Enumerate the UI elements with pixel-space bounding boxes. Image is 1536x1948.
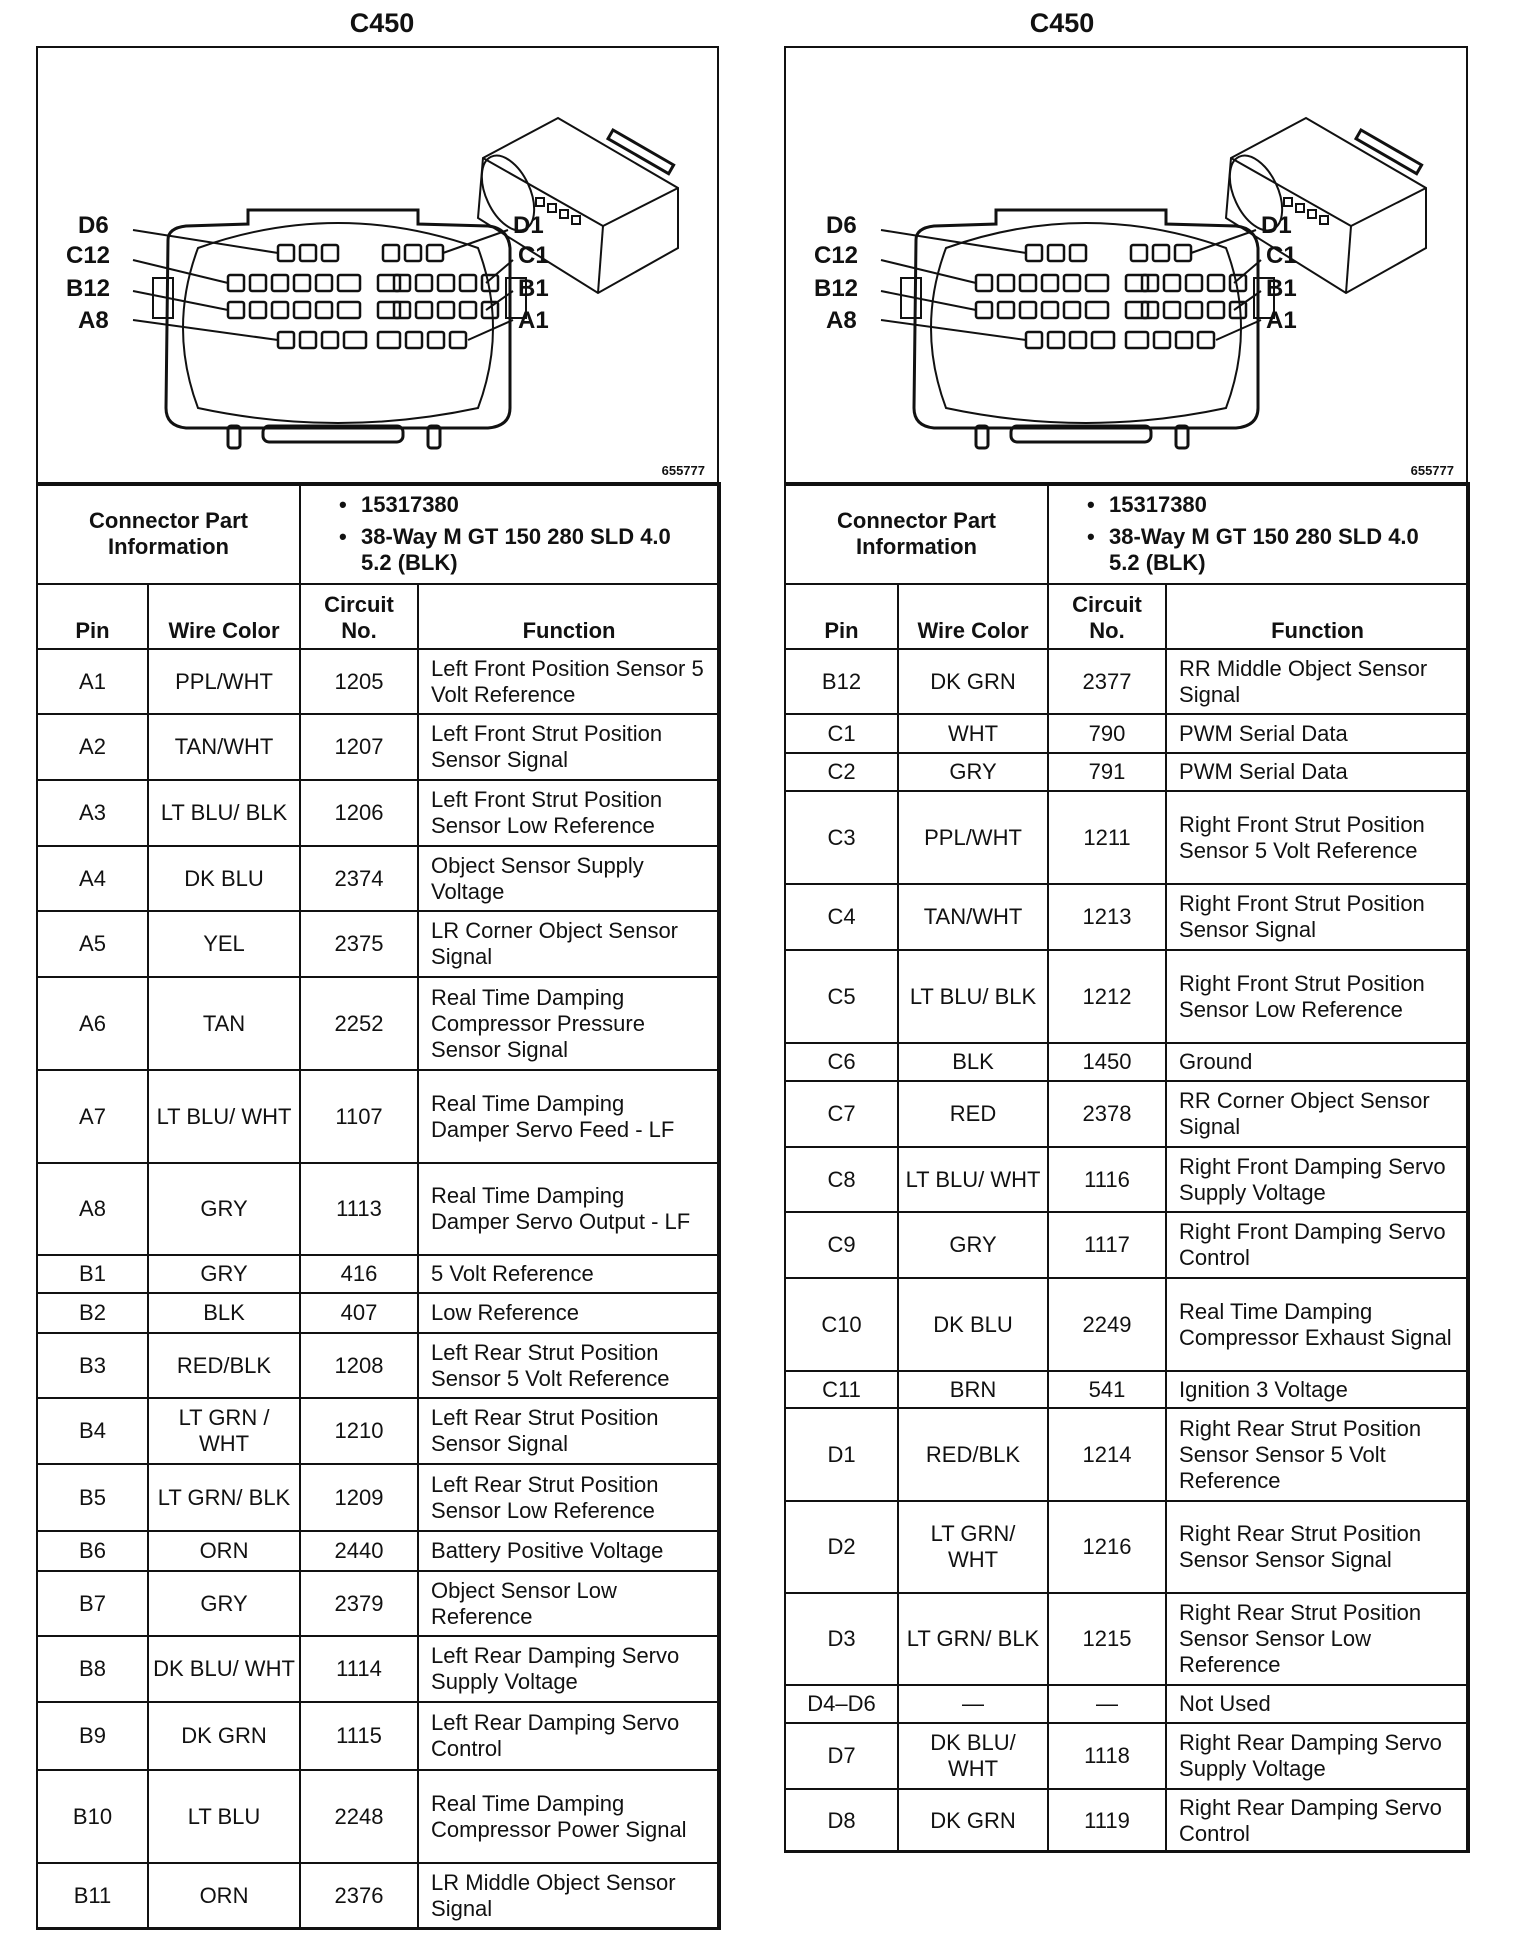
wire-color-cell: TAN/WHT (898, 884, 1048, 950)
header-circuit-no: Circuit No. (300, 584, 418, 649)
header-function: Function (418, 584, 720, 649)
pinout-table (784, 482, 1470, 1853)
table-row (785, 791, 1469, 884)
table-row (785, 1723, 1469, 1789)
table-row (785, 753, 1469, 791)
part-info-item: • 15317380 (339, 492, 705, 518)
function-cell: Right Front Strut Position Sensor Signal (1166, 884, 1469, 950)
wire-color-cell: TAN (148, 977, 300, 1070)
wire-color-cell: GRY (148, 1255, 300, 1293)
circuit-cell: 1211 (1048, 791, 1166, 884)
pin-label-a-right: A1 (1266, 307, 1297, 334)
connector-face (901, 210, 1274, 448)
circuit-cell: 1213 (1048, 884, 1166, 950)
part-info-values (300, 483, 720, 584)
table-row (785, 884, 1469, 950)
wire-color-cell: DK GRN (148, 1702, 300, 1770)
part-info-item: • 38-Way M GT 150 280 SLD 4.0 5.2 (BLK) (1087, 524, 1454, 576)
table-row (785, 1043, 1469, 1081)
pin-cell: D8 (785, 1789, 898, 1852)
pin-cell: C1 (785, 714, 898, 753)
circuit-cell: 1118 (1048, 1723, 1166, 1789)
wire-color-cell: GRY (148, 1163, 300, 1255)
pin-cell: A4 (37, 846, 148, 911)
wire-color-cell: RED (898, 1081, 1048, 1147)
wire-color-cell: LT GRN/ BLK (148, 1464, 300, 1531)
table-row (37, 780, 720, 846)
pin-cell: B7 (37, 1571, 148, 1636)
function-cell: Right Rear Damping Servo Control (1166, 1789, 1469, 1852)
connector-panel-left (36, 46, 719, 1929)
table-row (37, 714, 720, 780)
function-cell: 5 Volt Reference (418, 1255, 720, 1293)
wire-color-cell: LT BLU/ WHT (148, 1070, 300, 1163)
circuit-cell: 1113 (300, 1163, 418, 1255)
pinout-table (36, 482, 721, 1930)
table-row (785, 649, 1469, 714)
table-row (785, 1685, 1469, 1723)
pin-cell: B6 (37, 1531, 148, 1571)
function-cell: Real Time Damping Damper Servo Output - LF (418, 1163, 720, 1255)
circuit-cell: 1114 (300, 1636, 418, 1702)
function-cell: Right Rear Strut Position Sensor Sensor Signal (1166, 1501, 1469, 1593)
table-row (785, 714, 1469, 753)
wire-color-cell: RED/BLK (898, 1408, 1048, 1501)
pin-cell: A5 (37, 911, 148, 977)
circuit-cell: 1215 (1048, 1593, 1166, 1685)
wire-color-cell: GRY (148, 1571, 300, 1636)
pin-cell: C7 (785, 1081, 898, 1147)
pin-label-b-left: B12 (814, 275, 859, 302)
header-function: Function (1166, 584, 1469, 649)
table-row (785, 1081, 1469, 1147)
table-row (37, 1531, 720, 1571)
circuit-cell: 2378 (1048, 1081, 1166, 1147)
function-cell: Low Reference (418, 1293, 720, 1333)
connector-3d-icon (471, 118, 678, 293)
pin-label-a-right: A1 (518, 307, 549, 334)
function-cell: LR Corner Object Sensor Signal (418, 911, 720, 977)
connector-3d-icon (1219, 118, 1426, 293)
function-cell: Real Time Damping Damper Servo Feed - LF (418, 1070, 720, 1163)
pin-cell: A6 (37, 977, 148, 1070)
pin-cell: D3 (785, 1593, 898, 1685)
circuit-cell: 1207 (300, 714, 418, 780)
table-row (37, 1293, 720, 1333)
table-row (785, 1408, 1469, 1501)
table-row (37, 1464, 720, 1531)
function-cell: Left Front Strut Position Sensor Signal (418, 714, 720, 780)
function-cell: PWM Serial Data (1166, 714, 1469, 753)
pin-cell: B8 (37, 1636, 148, 1702)
function-cell: Ignition 3 Voltage (1166, 1371, 1469, 1408)
circuit-cell: 1214 (1048, 1408, 1166, 1501)
table-row (37, 911, 720, 977)
wire-color-cell: ORN (148, 1863, 300, 1929)
header-wire-color: Wire Color (148, 584, 300, 649)
wire-color-cell: DK BLU (898, 1278, 1048, 1371)
connector-face (153, 210, 526, 448)
pin-cell: B3 (37, 1333, 148, 1398)
table-row (785, 1789, 1469, 1852)
circuit-cell: 2440 (300, 1531, 418, 1571)
pin-label-d-left: D6 (826, 212, 857, 239)
table-row (37, 1571, 720, 1636)
function-cell: Right Front Damping Servo Control (1166, 1212, 1469, 1278)
pin-cell: B5 (37, 1464, 148, 1531)
pin-cell: B2 (37, 1293, 148, 1333)
pin-cavities (976, 245, 1246, 348)
table-row (37, 1770, 720, 1863)
pin-label-d-right: D1 (1261, 212, 1292, 239)
function-cell: Real Time Damping Compressor Power Signal (418, 1770, 720, 1863)
pin-label-b-right: B1 (518, 275, 549, 302)
table-row (37, 1398, 720, 1464)
circuit-cell: 1115 (300, 1702, 418, 1770)
wire-color-cell: BLK (148, 1293, 300, 1333)
circuit-cell: 2379 (300, 1571, 418, 1636)
circuit-cell: 1119 (1048, 1789, 1166, 1852)
function-cell: PWM Serial Data (1166, 753, 1469, 791)
circuit-cell: 791 (1048, 753, 1166, 791)
wire-color-cell: WHT (898, 714, 1048, 753)
figure-number: 655777 (1410, 463, 1454, 478)
circuit-cell: 1117 (1048, 1212, 1166, 1278)
pin-cell: C6 (785, 1043, 898, 1081)
circuit-cell: 2252 (300, 977, 418, 1070)
connector-title-right: C450 (1029, 8, 1095, 38)
pin-label-a-left: A8 (78, 307, 109, 334)
wire-color-cell: LT BLU/ BLK (898, 950, 1048, 1043)
circuit-cell: 1216 (1048, 1501, 1166, 1593)
circuit-cell: 2376 (300, 1863, 418, 1929)
function-cell: Right Front Strut Position Sensor 5 Volt Reference (1166, 791, 1469, 884)
part-info-item: • 38-Way M GT 150 280 SLD 4.0 5.2 (BLK) (339, 524, 705, 576)
pin-cell: B12 (785, 649, 898, 714)
function-cell: Left Front Strut Position Sensor Low Reference (418, 780, 720, 846)
pin-label-d-right: D1 (513, 212, 544, 239)
function-cell: Left Rear Damping Servo Control (418, 1702, 720, 1770)
function-cell: Object Sensor Low Reference (418, 1571, 720, 1636)
table-row (785, 1593, 1469, 1685)
connector-part-info-row (37, 483, 720, 584)
table-row (37, 977, 720, 1070)
header-circuit-no: Circuit No. (1048, 584, 1166, 649)
function-cell: LR Middle Object Sensor Signal (418, 1863, 720, 1929)
circuit-cell: — (1048, 1685, 1166, 1723)
wire-color-cell: DK GRN (898, 649, 1048, 714)
table-row (785, 1278, 1469, 1371)
function-cell: Left Front Position Sensor 5 Volt Reference (418, 649, 720, 714)
wire-color-cell: BLK (898, 1043, 1048, 1081)
wire-color-cell: LT GRN / WHT (148, 1398, 300, 1464)
pin-cell: D7 (785, 1723, 898, 1789)
function-cell: Left Rear Strut Position Sensor Low Reference (418, 1464, 720, 1531)
function-cell: Object Sensor Supply Voltage (418, 846, 720, 911)
pin-cell: C2 (785, 753, 898, 791)
table-row (37, 649, 720, 714)
wire-color-cell: DK BLU (148, 846, 300, 911)
pin-cell: C5 (785, 950, 898, 1043)
circuit-cell: 1107 (300, 1070, 418, 1163)
pin-label-b-left: B12 (66, 275, 111, 302)
part-info-label: Connector Part Information (37, 483, 300, 584)
wire-color-cell: YEL (148, 911, 300, 977)
pin-label-c-left: C12 (814, 242, 859, 269)
function-cell: Left Rear Strut Position Sensor Signal (418, 1398, 720, 1464)
wire-color-cell: DK BLU/ WHT (898, 1723, 1048, 1789)
wire-color-cell: LT BLU (148, 1770, 300, 1863)
pin-cell: C9 (785, 1212, 898, 1278)
wire-color-cell: RED/BLK (148, 1333, 300, 1398)
function-cell: RR Middle Object Sensor Signal (1166, 649, 1469, 714)
circuit-cell: 407 (300, 1293, 418, 1333)
circuit-cell: 2248 (300, 1770, 418, 1863)
connector-panel-right (784, 46, 1468, 1852)
wire-color-cell: DK GRN (898, 1789, 1048, 1852)
function-cell: Ground (1166, 1043, 1469, 1081)
figure-number: 655777 (661, 463, 705, 478)
table-row (785, 950, 1469, 1043)
table-row (37, 1863, 720, 1929)
function-cell: Right Rear Strut Position Sensor Sensor 5 Volt Reference (1166, 1408, 1469, 1501)
circuit-cell: 2374 (300, 846, 418, 911)
function-cell: Left Rear Strut Position Sensor 5 Volt Reference (418, 1333, 720, 1398)
pin-cell: D1 (785, 1408, 898, 1501)
circuit-cell: 1210 (300, 1398, 418, 1464)
pin-cell: A2 (37, 714, 148, 780)
wire-color-cell: DK BLU/ WHT (148, 1636, 300, 1702)
pin-cell: D2 (785, 1501, 898, 1593)
pin-cell: B11 (37, 1863, 148, 1929)
function-cell: Right Rear Strut Position Sensor Sensor Low Reference (1166, 1593, 1469, 1685)
pin-cell: D4–D6 (785, 1685, 898, 1723)
pin-cell: A3 (37, 780, 148, 846)
pin-cell: B4 (37, 1398, 148, 1464)
connector-diagram (38, 48, 717, 486)
table-header-row (37, 584, 720, 649)
connector-face-illustration (38, 48, 717, 484)
wire-color-cell: GRY (898, 1212, 1048, 1278)
function-cell: RR Corner Object Sensor Signal (1166, 1081, 1469, 1147)
pin-cell: C3 (785, 791, 898, 884)
pin-cell: C11 (785, 1371, 898, 1408)
table-row (785, 1501, 1469, 1593)
function-cell: Not Used (1166, 1685, 1469, 1723)
header-wire-color: Wire Color (898, 584, 1048, 649)
pin-cell: A1 (37, 649, 148, 714)
wire-color-cell: TAN/WHT (148, 714, 300, 780)
circuit-cell: 1212 (1048, 950, 1166, 1043)
pin-cell: C10 (785, 1278, 898, 1371)
function-cell: Real Time Damping Compressor Exhaust Signal (1166, 1278, 1469, 1371)
function-cell: Battery Positive Voltage (418, 1531, 720, 1571)
wire-color-cell: PPL/WHT (898, 791, 1048, 884)
connector-part-info-row (785, 483, 1469, 584)
function-cell: Left Rear Damping Servo Supply Voltage (418, 1636, 720, 1702)
wire-color-cell: GRY (898, 753, 1048, 791)
table-row (37, 1333, 720, 1398)
pin-cavities (228, 245, 498, 348)
circuit-cell: 416 (300, 1255, 418, 1293)
circuit-cell: 541 (1048, 1371, 1166, 1408)
table-row (785, 1371, 1469, 1408)
pin-cell: C4 (785, 884, 898, 950)
part-info-values (1048, 483, 1469, 584)
wire-color-cell: BRN (898, 1371, 1048, 1408)
wire-color-cell: LT BLU/ BLK (148, 780, 300, 846)
pin-label-b-right: B1 (1266, 275, 1297, 302)
circuit-cell: 1116 (1048, 1147, 1166, 1212)
circuit-cell: 1206 (300, 780, 418, 846)
table-row (37, 1070, 720, 1163)
pin-label-d-left: D6 (78, 212, 109, 239)
circuit-cell: 1209 (300, 1464, 418, 1531)
pin-cell: B1 (37, 1255, 148, 1293)
table-row (37, 1255, 720, 1293)
table-header-row (785, 584, 1469, 649)
connector-face-illustration (786, 48, 1466, 484)
part-info-label: Connector Part Information (785, 483, 1048, 584)
function-cell: Right Front Strut Position Sensor Low Reference (1166, 950, 1469, 1043)
circuit-cell: 2377 (1048, 649, 1166, 714)
header-pin: Pin (37, 584, 148, 649)
function-cell: Real Time Damping Compressor Pressure Sensor Signal (418, 977, 720, 1070)
connector-diagram (786, 48, 1466, 486)
pin-cell: A7 (37, 1070, 148, 1163)
wire-color-cell: LT BLU/ WHT (898, 1147, 1048, 1212)
function-cell: Right Front Damping Servo Supply Voltage (1166, 1147, 1469, 1212)
connector-title-left: C450 (349, 8, 415, 38)
table-row (785, 1147, 1469, 1212)
table-row (37, 1163, 720, 1255)
table-row (37, 1636, 720, 1702)
pin-cell: B9 (37, 1702, 148, 1770)
circuit-cell: 1205 (300, 649, 418, 714)
pin-label-c-right: C1 (1266, 242, 1297, 269)
table-row (37, 846, 720, 911)
wire-color-cell: LT GRN/ BLK (898, 1593, 1048, 1685)
table-row (37, 1702, 720, 1770)
wire-color-cell: ORN (148, 1531, 300, 1571)
circuit-cell: 1450 (1048, 1043, 1166, 1081)
wire-color-cell: LT GRN/ WHT (898, 1501, 1048, 1593)
pin-label-c-left: C12 (66, 242, 111, 269)
pin-cell: A8 (37, 1163, 148, 1255)
wire-color-cell: — (898, 1685, 1048, 1723)
pin-cell: C8 (785, 1147, 898, 1212)
part-info-item: • 15317380 (1087, 492, 1454, 518)
header-pin: Pin (785, 584, 898, 649)
wire-color-cell: PPL/WHT (148, 649, 300, 714)
pin-label-a-left: A8 (826, 307, 857, 334)
pin-cell: B10 (37, 1770, 148, 1863)
pin-label-c-right: C1 (518, 242, 549, 269)
circuit-cell: 2375 (300, 911, 418, 977)
table-row (785, 1212, 1469, 1278)
circuit-cell: 790 (1048, 714, 1166, 753)
circuit-cell: 2249 (1048, 1278, 1166, 1371)
function-cell: Right Rear Damping Servo Supply Voltage (1166, 1723, 1469, 1789)
circuit-cell: 1208 (300, 1333, 418, 1398)
